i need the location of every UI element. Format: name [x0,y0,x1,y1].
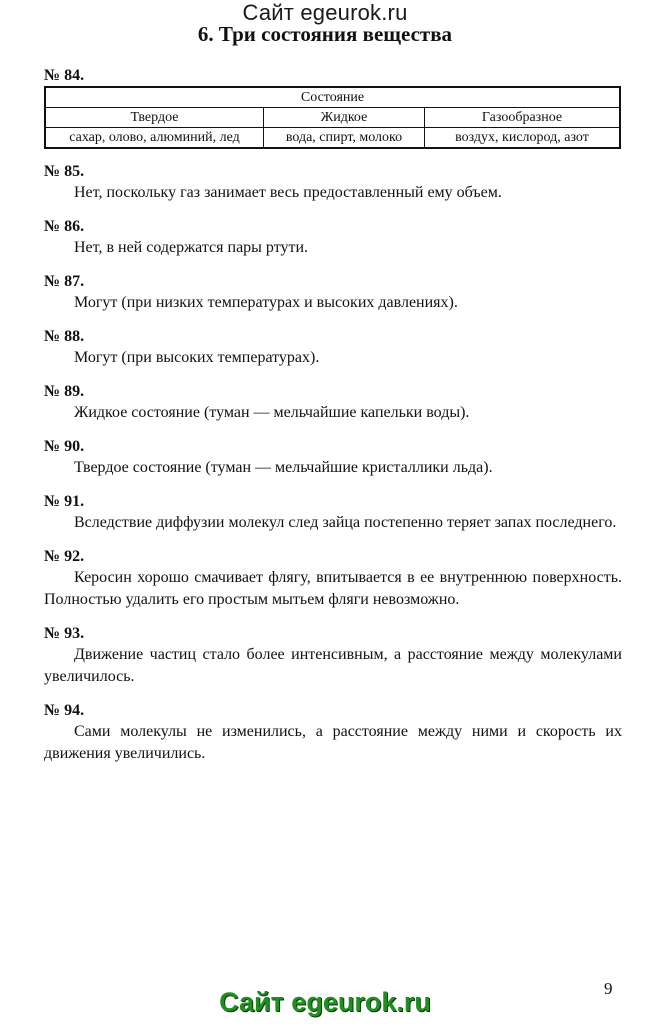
task-answer: Могут (при низких температурах и высоких давлениях). [74,294,458,311]
task-94 [44,701,622,765]
task-answer: Движение частиц стало более интенсивным, а расстояние между молекулами увеличилось. [44,646,622,685]
task-87 [44,272,622,314]
task-answer: Керосин хорошо смачивает флягу, впитывается в ее внутреннюю поверхность. Полностью удалить его простым мытьем фляги невозможно. [44,569,622,608]
page-number: 9 [604,979,613,998]
task-number: № 85. [44,163,85,180]
task-number: № 88. [44,328,85,345]
task-91 [44,492,622,534]
table-header-row [45,87,620,108]
task-number: № 91. [44,493,85,510]
task-88 [44,327,622,369]
watermark-bottom: Сайт egeurok.ru [219,987,431,1017]
document-content [44,66,622,765]
task-answer: Жидкое состояние (туман — мельчайшие капельки воды). [74,404,470,421]
table-header-state: Состояние [45,87,620,108]
task-89 [44,382,622,424]
task-answer: Сами молекулы не изменились, а расстояние между ними и скорость их движения увеличились. [44,723,622,762]
cell-liquid: вода, спирт, молоко [264,128,425,149]
table-row [45,128,620,149]
task-number: № 89. [44,383,85,400]
page-title: 6. Три состояния вещества [197,22,453,46]
task-86 [44,217,622,259]
column-solid: Твердое [45,108,264,128]
states-table [44,86,621,149]
cell-gas: воздух, кислород, азот [425,128,621,149]
task-85 [44,162,622,204]
table-column-row [45,108,620,128]
column-liquid: Жидкое [264,108,425,128]
task-number: № 92. [44,548,85,565]
task-number: № 90. [44,438,85,455]
task-answer: Могут (при высоких температурах). [74,349,320,366]
task-number: № 84. [44,67,85,84]
task-number: № 94. [44,702,85,719]
cell-solid: сахар, олово, алюминий, лед [45,128,264,149]
watermark-top: Сайт egeurok.ru [242,0,408,25]
task-number: № 86. [44,218,85,235]
column-gas: Газообразное [425,108,621,128]
task-answer: Нет, в ней содержатся пары ртути. [74,239,309,256]
task-90 [44,437,622,479]
task-number: № 87. [44,273,85,290]
task-84 [44,66,622,149]
task-answer: Вследствие диффузии молекул след зайца постепенно теряет запах последнего. [74,514,617,531]
task-92 [44,547,622,611]
task-answer: Нет, поскольку газ занимает весь предоставленный ему объем. [74,184,502,201]
task-93 [44,624,622,688]
task-number: № 93. [44,625,85,642]
task-answer: Твердое состояние (туман — мельчайшие кристаллики льда). [74,459,493,476]
